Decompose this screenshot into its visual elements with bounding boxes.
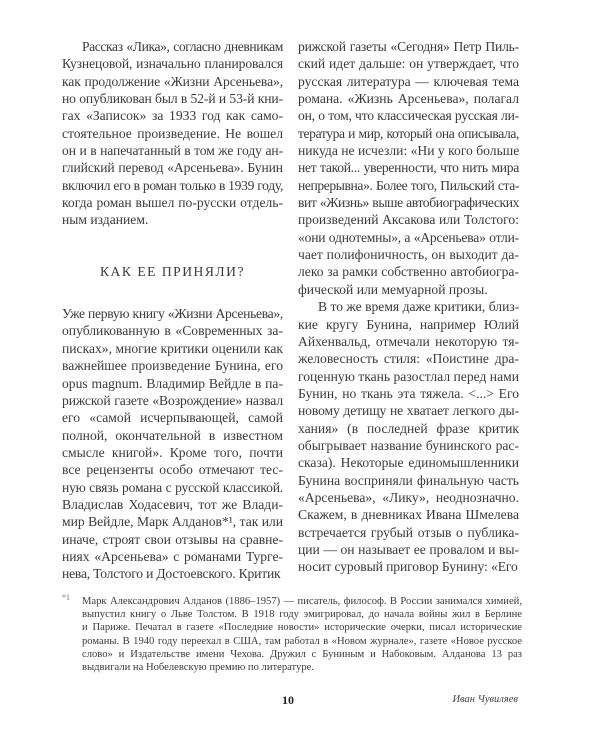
text-line: тература и мир, который она описывала, [298,125,519,141]
text-line: нева, Толстого и Достоевского. Критик [62,566,281,582]
running-footer-author: Иван Чувиляев [452,694,518,705]
text-line: гах «Записок» за 1933 год как само- [62,108,283,124]
text-line: рижской газеты «Сегодня» Петр Пиль- [298,39,519,54]
text-line: хания» (в последней фразе критик [298,420,519,436]
text-line: выдвигали на Нобелевскую премию по литературе. [82,661,314,673]
text-line: В то же время даже критики, близ- [318,299,520,315]
text-line: но опубликован был в 52-й и 53-й кни- [62,91,283,107]
footnote-marker: *1 [62,593,70,602]
text-line: глийский перевод «Арсеньева». Бунин [62,160,283,176]
text-line: желовесность стиля: «Поистине дра- [298,351,519,367]
text-line: иначе, строят свои отзывы на сравне- [62,531,283,547]
text-line: Айхенвальд, отмечали некоторую тя- [298,333,519,349]
paragraph [298,38,519,298]
text-line: гоценную ткань разостлал перед нами [298,368,519,384]
section-heading: КАК ЕЕ ПРИНЯЛИ? [99,263,245,279]
text-line: его «самой исчерпывающей, самой [62,410,283,426]
text-line: кие кругу Бунина, например Юлий [298,316,519,332]
text-line: леко за рамки собственно автобиогра- [298,264,519,280]
text-line: opus magnum. Владимир Вейдле в па- [62,375,283,391]
text-line: романы. В 1940 году переехал в США, там работал в «Новом журнале», газете «Новое русское [82,635,522,647]
text-line: встречается грубый отзыв о публика- [298,524,519,540]
text-line: сказа). Некоторые единомышленники [298,455,519,471]
text-line: фической или мемуарной прозы. [298,281,488,297]
text-line: Кузнецовой, изначально планировался [62,56,283,72]
text-line: и Париже. Печатал в газете «Последние новости» исторические очерки, писал исторические [82,622,522,634]
text-line: Уже первую книгу «Жизни Арсеньева», [62,306,283,322]
text-line: русская литература — ключевая тема [298,73,519,89]
text-line: слово» и Издательстве имени Чехова. Дружил с Буниным и Набоковым. Алданова 13 раз [82,648,522,660]
text-line: носит суровый приговор Бунину: «Его [298,559,518,575]
text-line: Марк Александрович Алданов (1886–1957) — писатель, философ. В России занимался химией, [82,596,522,607]
text-line: никуда не исчезли: «Ни у кого больше [298,143,520,159]
text-line: ниях «Арсеньева» с романами Турге- [62,548,283,564]
footnote [62,595,522,674]
text-line: ции — он называет ее провалом и вы- [298,541,519,557]
text-line: Скажем, в дневниках Ивана Шмелева [298,507,519,523]
text-line: ную связь романа с русской классикой. [62,479,283,495]
text-line: непрерывна». Более того, Пильский ста- [298,177,519,193]
text-line: обыгрывает название бунинского рас- [298,437,519,453]
text-line: рижской газете «Возрождение» назвал [62,392,283,408]
paragraph [62,305,283,583]
text-line: ным изданием. [62,212,149,228]
text-line: Бунин, но ткань эта тяжела. <...> Его [298,385,519,401]
text-line: чает полифоничность, он выходит да- [298,247,519,263]
footnote-text [82,595,522,674]
text-line: когда роман вышел по-русски отдель- [62,195,283,211]
text-line: включил его в роман только в 1939 году, [62,177,284,193]
text-line: романа. «Жизнь Арсеньева», полагал [298,91,519,107]
left-column [62,38,283,583]
paragraph [298,298,519,576]
text-line: стоятельное произведение. Не вошел [62,125,283,141]
text-line: нет такой... уверенности, что нить мира [298,160,519,176]
text-line: Владислав Ходасевич, тот же Влади- [62,496,283,512]
text-line: опубликованную в «Современных за- [62,323,283,339]
page-number: 10 [282,693,294,707]
text-line: как продолжение «Жизни Арсеньева», [62,73,283,89]
text-line: «они однотемны», а «Арсеньева» отли- [298,229,519,245]
text-line: полной, окончательной в известном [62,427,283,443]
right-column [298,38,519,576]
text-line: он и в напечатанный в том же году ан- [62,143,283,159]
paragraph [62,38,283,229]
text-line: важнейшее произведение Бунина, его [62,358,283,374]
text-line: «Арсеньева», «Лику», неоднозначно. [298,489,519,505]
text-line: все рецензенты особо отмечают тес- [62,462,283,478]
text-line: ский идет дальше: он утверждает, что [298,56,519,72]
text-line: Рассказ «Лика», согласно дневникам [82,39,283,54]
text-line: смысле книгой». Кроме того, почти [62,444,283,460]
text-line: вит «Жизнь» выше автобиографических [298,195,519,211]
text-line: произведений Аксакова или Толстого: [298,212,519,228]
text-line: Бунина восприняли финальную часть [298,472,519,488]
text-line: он, о том, что классическая русская ли- [298,108,519,124]
text-line: писках», многие критики оценили как [62,340,283,356]
text-line: новому детищу не хватает легкого ды- [298,403,519,419]
text-line: мир Вейдле, Марк Алданов*¹, так или [62,514,284,530]
text-line: выпустил книгу о Льве Толстом. В 1918 году эмигрировал, до начала войны жил в Берлине [82,609,522,621]
